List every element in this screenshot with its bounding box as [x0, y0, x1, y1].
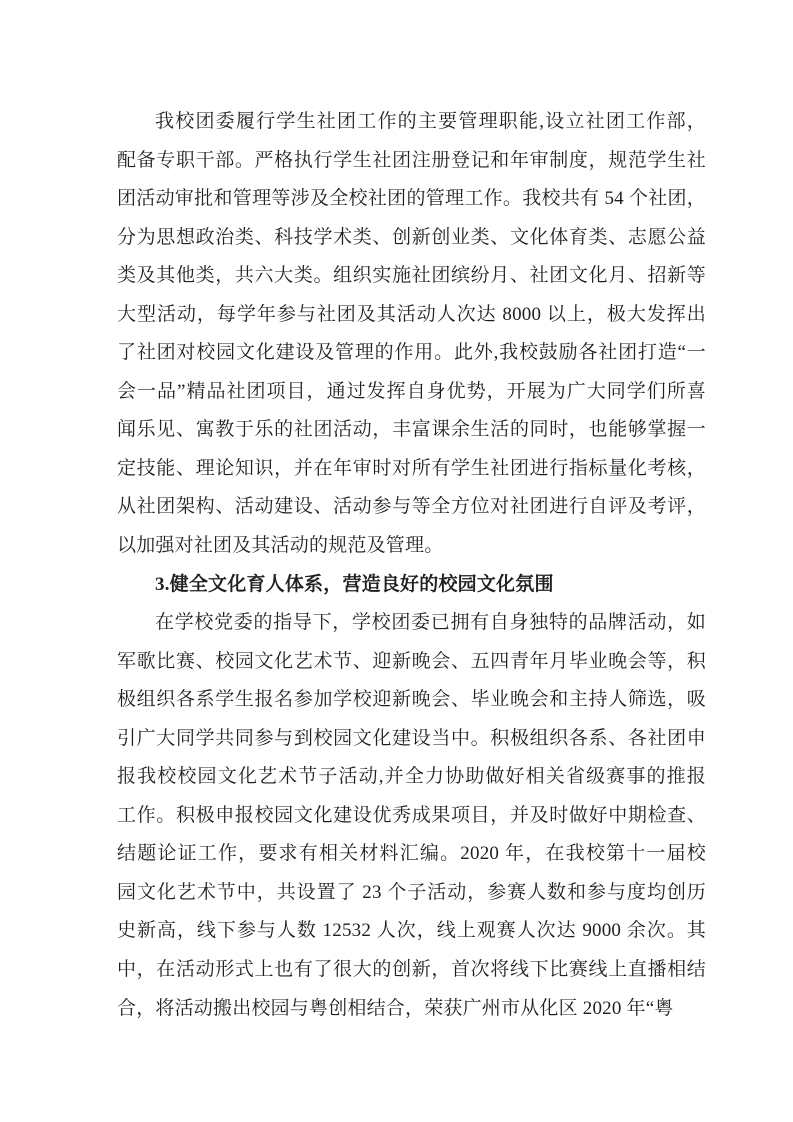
text-line: 史新高，线下参与人数 12532 人次，线上观赛人次达 9000 余次。其 — [117, 920, 706, 942]
text-line: 中，在活动形式上也有了很大的创新，首次将线下比赛线上直播相结 — [117, 959, 706, 981]
text-line: 以加强对社团及其活动的规范及管理。 — [117, 535, 444, 557]
text-line: 大型活动，每学年参与社团及其活动人次达 8000 以上，极大发挥出 — [117, 303, 706, 325]
text-line: 报我校校园文化艺术节子活动,并全力协助做好相关省级赛事的推报 — [117, 766, 706, 788]
text-line: 军歌比赛、校园文化艺术节、迎新晚会、五四青年月毕业晚会等，积 — [117, 650, 706, 672]
text-line: 我校团委履行学生社团工作的主要管理职能,设立社团工作部， — [155, 111, 706, 132]
text-line: 园文化艺术节中，共设置了 23 个子活动，参赛人数和参与度均创历 — [117, 881, 706, 903]
section-heading: 3.健全文化育人体系，营造良好的校园文化氛围 — [155, 573, 554, 595]
text-line: 工作。积极申报校园文化建设优秀成果项目，并及时做好中期检查、 — [117, 804, 706, 826]
text-line: 分为思想政治类、科技学术类、创新创业类、文化体育类、志愿公益 — [117, 226, 706, 248]
text-line: 团活动审批和管理等涉及全校社团的管理工作。我校共有 54 个社团， — [117, 188, 706, 210]
text-line: 类及其他类，共六大类。组织实施社团缤纷月、社团文化月、招新等 — [117, 265, 706, 287]
text-line: 了社团对校园文化建设及管理的作用。此外,我校鼓励各社团打造“一 — [117, 342, 706, 364]
text-line: 极组织各系学生报名参加学校迎新晚会、毕业晚会和主持人筛选，吸 — [117, 689, 706, 711]
text-line: 结题论证工作，要求有相关材料汇编。2020 年，在我校第十一届校 — [117, 843, 706, 865]
text-line: 会一品”精品社团项目，通过发挥自身优势，开展为广大同学们所喜 — [117, 380, 706, 402]
text-line: 在学校党委的指导下，学校团委已拥有自身独特的品牌活动，如 — [155, 612, 706, 634]
text-line: 合，将活动搬出校园与粤创相结合，荣获广州市从化区 2020 年“粤 — [117, 997, 674, 1019]
text-line: 引广大同学共同参与到校园文化建设当中。积极组织各系、各社团申 — [117, 727, 706, 749]
page-body-text — [117, 103, 706, 1028]
text-line: 闻乐见、寓教于乐的社团活动，丰富课余生活的同时，也能够掌握一 — [117, 419, 706, 441]
text-line: 从社团架构、活动建设、活动参与等全方位对社团进行自评及考评， — [117, 496, 706, 518]
text-line: 定技能、理论知识，并在年审时对所有学生社团进行指标量化考核， — [117, 457, 706, 479]
text-line: 配备专职干部。严格执行学生社团注册登记和年审制度，规范学生社 — [117, 149, 706, 171]
